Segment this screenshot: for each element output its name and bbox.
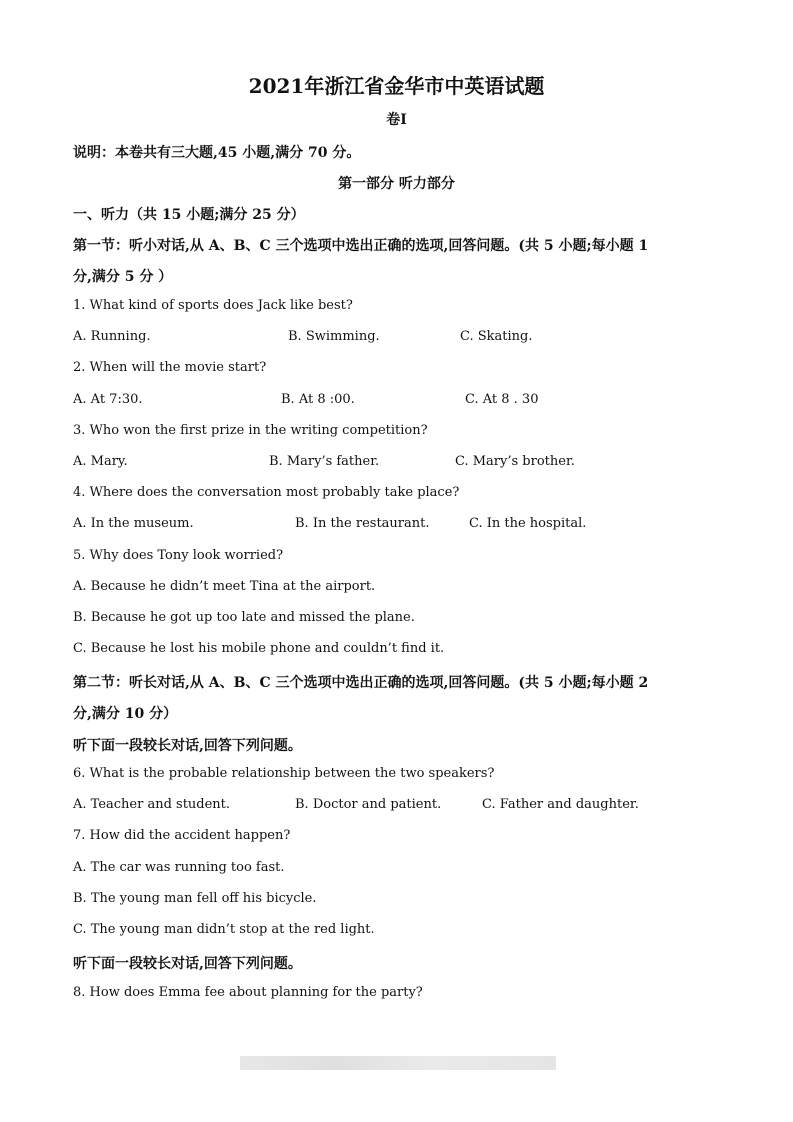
page-title: 2021年浙江省金华市中英语试题 <box>248 74 545 98</box>
instructions-note: 说明：本卷共有三大题,45 小题,满分 70 分。 <box>73 145 361 161</box>
question-8: 8. How does Emma fee about planning for the party? <box>73 985 423 1000</box>
question-4: 4. Where does the conversation most probably take place? <box>73 485 460 500</box>
q2-option-a: A. At 7:30. <box>73 392 143 407</box>
sub1-instruction-line2: 分,满分 5 分 ） <box>73 269 173 285</box>
blurred-footer-watermark <box>240 1056 556 1070</box>
listen-long-instruction-1: 听下面一段较长对话,回答下列问题。 <box>73 738 302 754</box>
sub2-instruction-line1: 第二节：听长对话,从 A、B、C 三个选项中选出正确的选项,回答问题。(共 5 小题;每小题 2 <box>73 675 649 691</box>
q5-option-a: A. Because he didn’t meet Tina at the airport. <box>73 579 376 594</box>
q6-option-c: C. Father and daughter. <box>482 797 639 812</box>
q3-option-a: A. Mary. <box>73 454 128 469</box>
q6-option-b: B. Doctor and patient. <box>295 797 442 812</box>
q5-option-b: B. Because he got up too late and missed the plane. <box>73 610 415 625</box>
q2-option-b: B. At 8 :00. <box>281 392 355 407</box>
question-1: 1. What kind of sports does Jack like best? <box>73 298 353 313</box>
q4-option-b: B. In the restaurant. <box>295 516 430 531</box>
question-7: 7. How did the accident happen? <box>73 828 291 843</box>
q5-option-c: C. Because he lost his mobile phone and couldn’t find it. <box>73 641 445 656</box>
sub2-instruction-line2: 分,满分 10 分） <box>73 706 178 722</box>
q3-option-c: C. Mary’s brother. <box>455 454 575 469</box>
q7-option-c: C. The young man didn’t stop at the red light. <box>73 922 375 937</box>
q4-option-a: A. In the museum. <box>73 516 194 531</box>
q1-option-c: C. Skating. <box>460 329 533 344</box>
listen-long-instruction-2: 听下面一段较长对话,回答下列问题。 <box>73 956 302 972</box>
part1-heading: 第一部分 听力部分 <box>338 176 455 192</box>
q1-option-b: B. Swimming. <box>288 329 380 344</box>
q4-option-c: C. In the hospital. <box>469 516 587 531</box>
q2-option-c: C. At 8 . 30 <box>465 392 539 407</box>
q6-option-a: A. Teacher and student. <box>73 797 231 812</box>
section1-heading: 一、听力（共 15 小题;满分 25 分） <box>73 207 305 223</box>
q1-option-a: A. Running. <box>73 329 151 344</box>
q7-option-b: B. The young man fell off his bicycle. <box>73 891 317 906</box>
volume-label: 卷I <box>386 112 407 128</box>
question-5: 5. Why does Tony look worried? <box>73 548 284 563</box>
q3-option-b: B. Mary’s father. <box>269 454 380 469</box>
question-6: 6. What is the probable relationship between the two speakers? <box>73 766 495 781</box>
q7-option-a: A. The car was running too fast. <box>73 860 285 875</box>
question-2: 2. When will the movie start? <box>73 360 267 375</box>
question-3: 3. Who won the first prize in the writing competition? <box>73 423 428 438</box>
sub1-instruction-line1: 第一节：听小对话,从 A、B、C 三个选项中选出正确的选项,回答问题。(共 5 小题;每小题 1 <box>73 238 649 254</box>
